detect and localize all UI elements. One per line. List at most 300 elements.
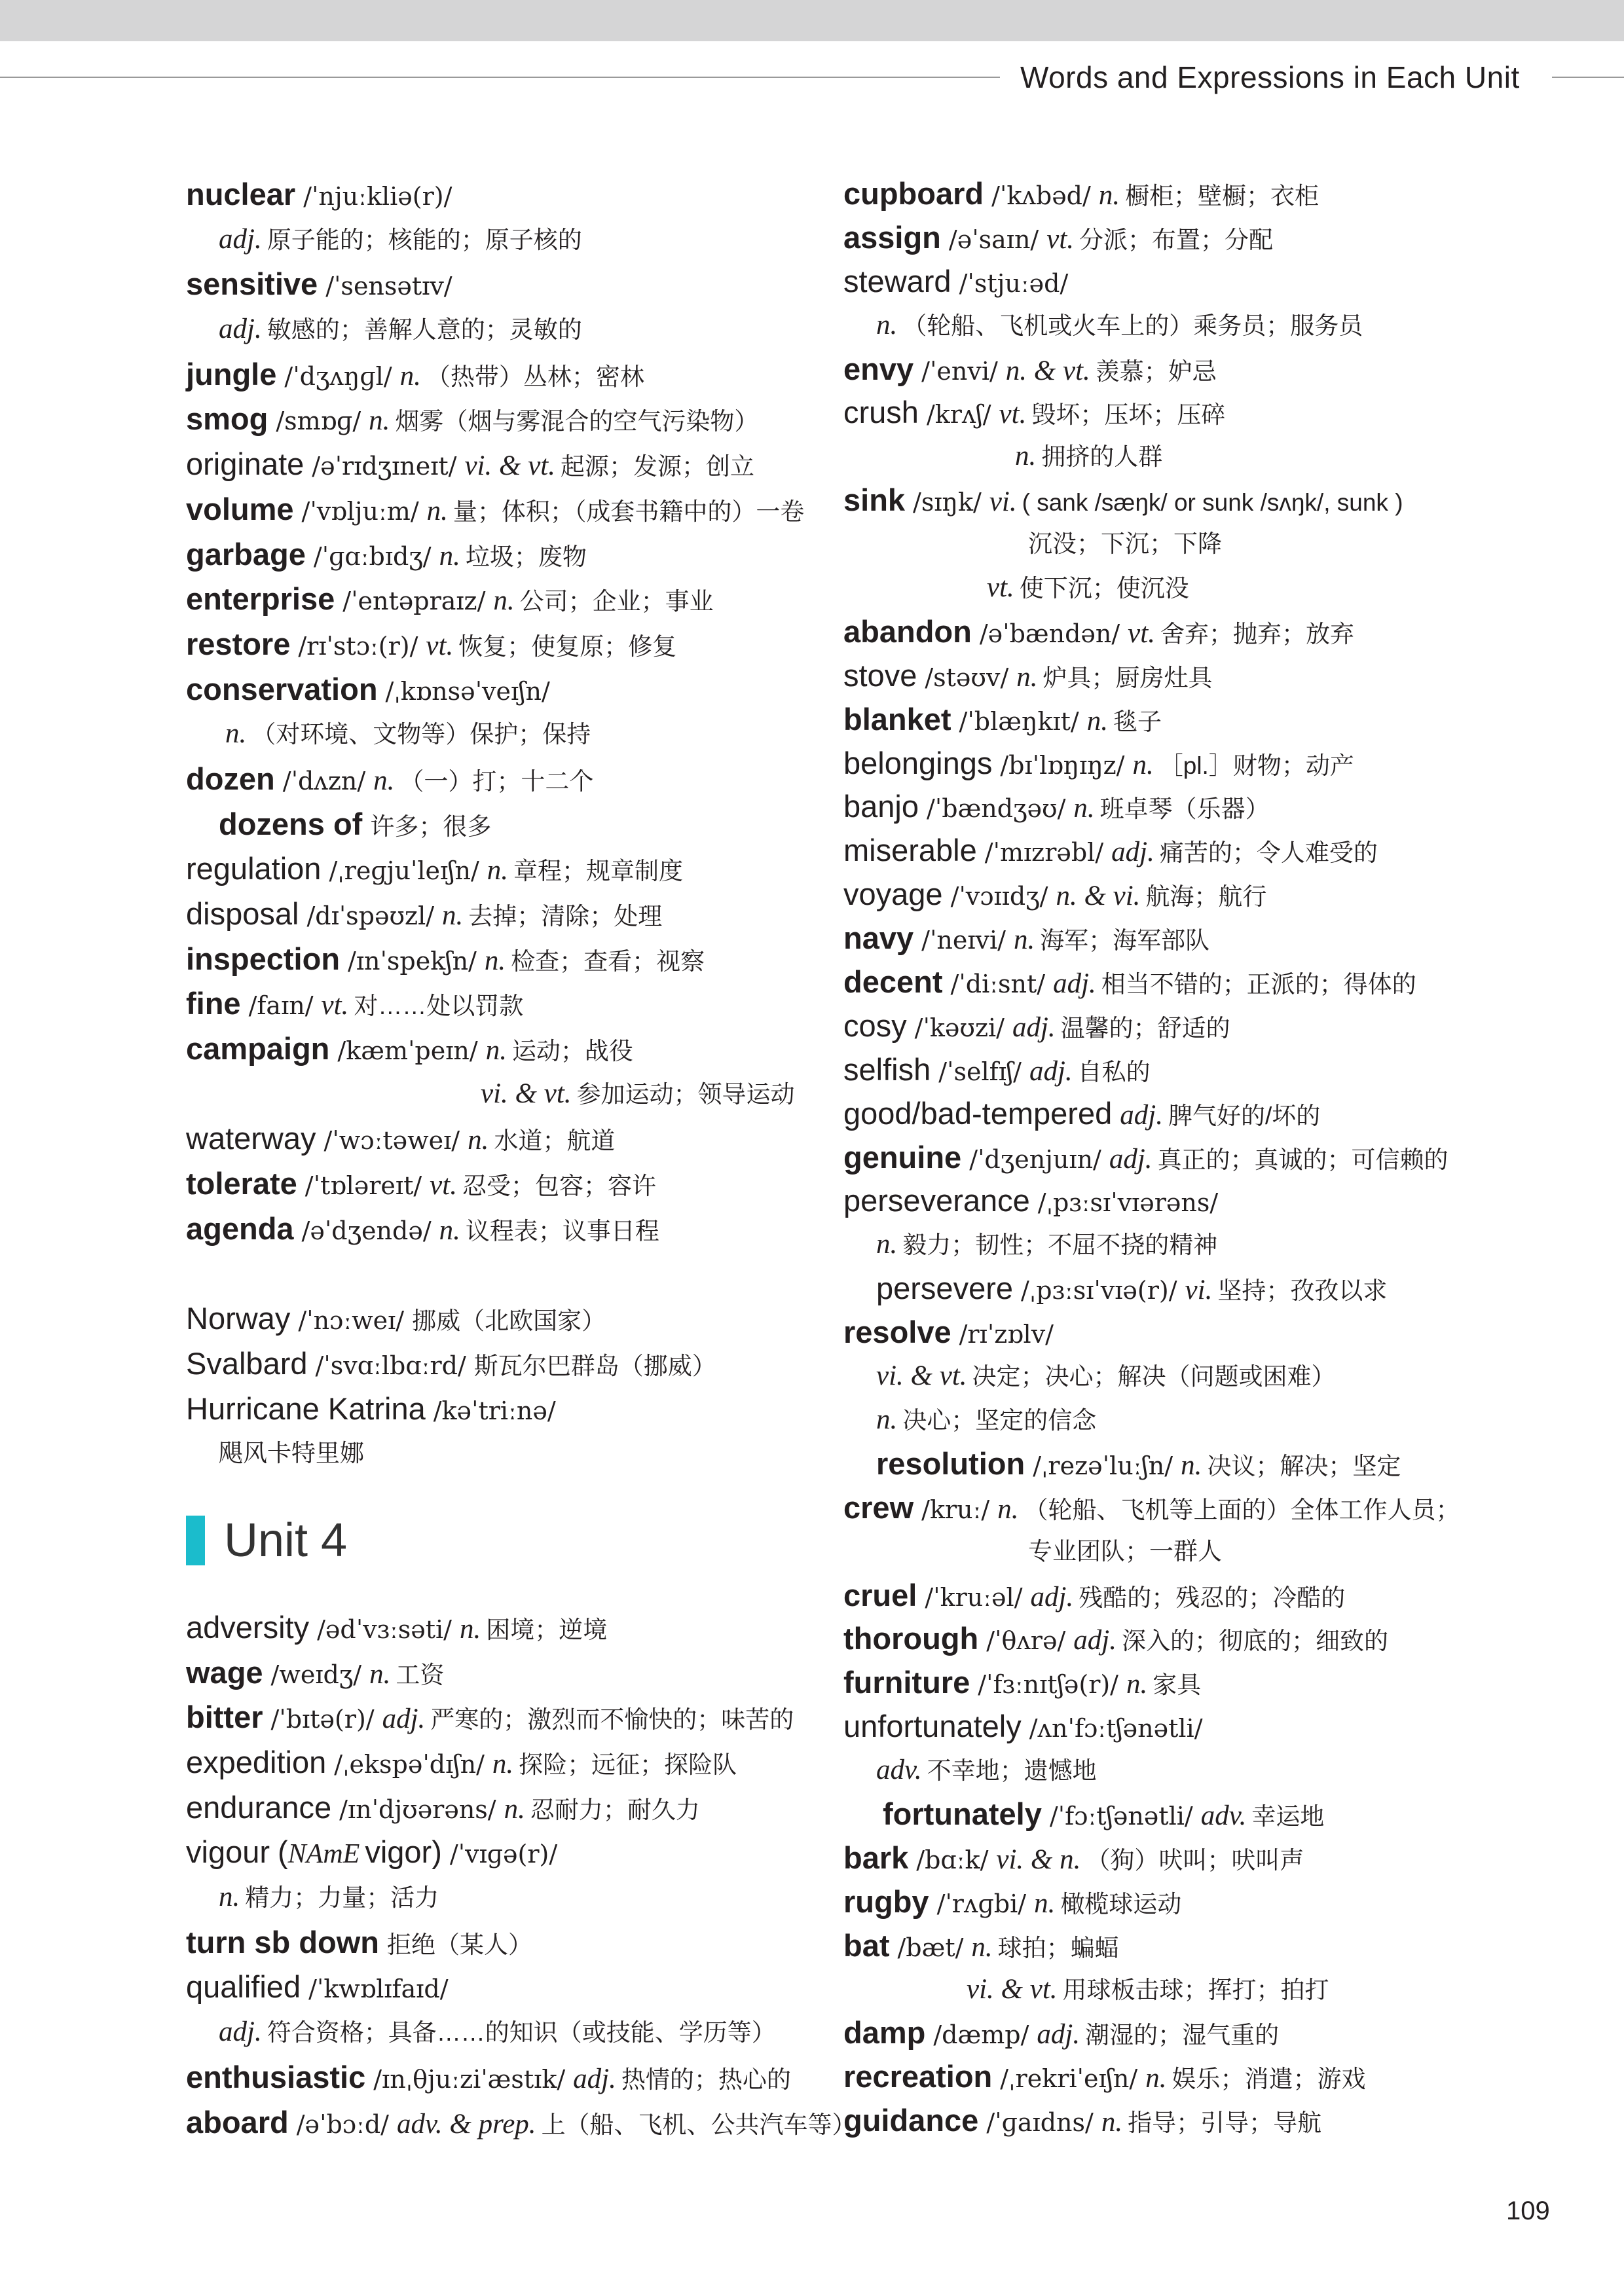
definition: 飓风卡特里娜 bbox=[219, 1440, 364, 1467]
variant-word: vigor) bbox=[365, 1834, 442, 1870]
headword: steward bbox=[843, 263, 951, 299]
headword: stove bbox=[843, 657, 917, 693]
vocab-entry bbox=[186, 1207, 841, 1252]
definition: （轮船、飞机等上面的）全体工作人员； bbox=[1024, 1496, 1460, 1523]
headword: Svalbard bbox=[186, 1345, 308, 1381]
vocab-sense-line bbox=[843, 1530, 1498, 1574]
vocab-entry bbox=[843, 1267, 1498, 1311]
phonetic: /ˌpɜːsɪˈvɪə(r)/ bbox=[1021, 1276, 1177, 1305]
vocab-entry bbox=[186, 1605, 841, 1650]
headword: furniture bbox=[843, 1665, 970, 1700]
vocab-entry bbox=[186, 1830, 841, 1875]
phonetic: /weɪdʒ/ bbox=[270, 1660, 362, 1689]
headword: conservation bbox=[186, 671, 378, 706]
part-of-speech: n. & vi. bbox=[1056, 881, 1141, 912]
headword: regulation bbox=[186, 851, 322, 886]
part-of-speech: adj. bbox=[219, 314, 262, 345]
definition: 许多；很多 bbox=[370, 812, 492, 840]
vocab-entry bbox=[843, 829, 1498, 873]
part-of-speech: adj. bbox=[1120, 1099, 1163, 1131]
vocab-sense-line bbox=[843, 1223, 1498, 1267]
part-of-speech: n. bbox=[1073, 793, 1095, 824]
vocab-sense-line bbox=[843, 1968, 1498, 2012]
phonetic: /ˈdʒʌŋɡl/ bbox=[284, 361, 392, 391]
phonetic: /ʌnˈfɔːtʃənətli/ bbox=[1029, 1714, 1203, 1743]
vocab-entry bbox=[843, 1617, 1498, 1661]
vocab-entry bbox=[843, 1661, 1498, 1705]
variant-open: ( bbox=[278, 1834, 288, 1870]
headword: perseverance bbox=[843, 1183, 1030, 1218]
phonetic: /ˈblæŋkɪt/ bbox=[959, 706, 1079, 736]
vocab-entry bbox=[186, 1116, 841, 1161]
vocab-entry bbox=[843, 1179, 1498, 1223]
vocab-entry bbox=[843, 479, 1498, 522]
definition: 热情的；热心的 bbox=[621, 2066, 791, 2093]
part-of-speech: adj. bbox=[573, 2063, 616, 2094]
vocab-entry bbox=[843, 1004, 1498, 1048]
phonetic: /əˈbɔːd/ bbox=[296, 2109, 389, 2139]
phonetic: /ˌrezəˈluːʃn/ bbox=[1033, 1451, 1173, 1480]
phonetic: /ˈsvɑːlbɑːrd/ bbox=[315, 1351, 466, 1380]
definition: （一）打；十二个 bbox=[399, 767, 594, 795]
headword: garbage bbox=[186, 536, 306, 572]
definition: 议程表；议事日程 bbox=[465, 1217, 659, 1245]
definition: 恢复；使复原；修复 bbox=[458, 632, 677, 660]
part-of-speech: n. bbox=[1034, 1887, 1056, 1919]
part-of-speech: n. bbox=[1086, 705, 1108, 737]
vocab-sense-line bbox=[843, 1749, 1498, 1793]
headword: damp bbox=[843, 2015, 926, 2050]
phonetic: /ˈbɪtə(r)/ bbox=[270, 1705, 375, 1734]
left-column bbox=[186, 172, 857, 2145]
definition: 拥挤的人群 bbox=[1041, 443, 1163, 471]
phonetic: /kæmˈpeɪn/ bbox=[337, 1036, 478, 1066]
vocab-entry bbox=[186, 892, 841, 937]
definition: 家具 bbox=[1153, 1671, 1202, 1699]
headword: disposal bbox=[186, 896, 299, 931]
vocab-list-right bbox=[843, 172, 1498, 2143]
phonetic: /ˈvɪɡə(r)/ bbox=[449, 1840, 558, 1869]
vocab-entry bbox=[843, 2055, 1498, 2099]
vocab-entry bbox=[843, 917, 1498, 960]
definition: 原子能的；核能的；原子核的 bbox=[267, 226, 582, 253]
definition: 脾气好的/坏的 bbox=[1168, 1102, 1321, 1129]
vocab-entry bbox=[843, 1048, 1498, 1092]
part-of-speech: adj. bbox=[219, 2016, 262, 2048]
headword: Norway bbox=[186, 1301, 291, 1336]
headword: waterway bbox=[186, 1121, 316, 1156]
definition: 烟雾（烟与雾混合的空气污染物） bbox=[395, 408, 759, 435]
definition: 符合资格；具备……的知识（或技能、学历等） bbox=[267, 2019, 776, 2047]
vocab-entry bbox=[186, 1341, 841, 1387]
vocab-entry bbox=[843, 1486, 1498, 1530]
headword: resolution bbox=[876, 1446, 1025, 1481]
phonetic: /ˈfɜːnɪtʃə(r)/ bbox=[978, 1670, 1118, 1700]
part-of-speech: vt. bbox=[426, 630, 454, 661]
vocab-entry bbox=[186, 172, 841, 217]
phonetic: /smɒɡ/ bbox=[276, 407, 361, 436]
part-of-speech: n. bbox=[468, 1125, 489, 1156]
part-of-speech: adj. bbox=[1073, 1625, 1116, 1656]
phonetic: /ˈrʌɡbi/ bbox=[936, 1889, 1027, 1918]
headword: enthusiastic bbox=[186, 2059, 366, 2094]
headword: endurance bbox=[186, 1789, 332, 1825]
part-of-speech: adj. bbox=[1109, 1143, 1153, 1175]
definition: ( sank /sæŋk/ or sunk /sʌŋk/, sunk ) bbox=[1022, 489, 1403, 517]
part-of-speech: n. & vt. bbox=[1005, 355, 1090, 386]
phonetic: /ɪnˈspekʃn/ bbox=[348, 946, 477, 975]
definition: 运动；战役 bbox=[511, 1038, 633, 1065]
headword: blanket bbox=[843, 701, 951, 737]
definition: 章程；规章制度 bbox=[513, 858, 684, 885]
definition: 橄榄球运动 bbox=[1060, 1890, 1182, 1918]
headword: campaign bbox=[186, 1031, 330, 1066]
headword: aboard bbox=[186, 2104, 289, 2140]
definition: 温馨的；舒适的 bbox=[1060, 1014, 1230, 1042]
part-of-speech: n. bbox=[399, 360, 421, 392]
definition: 上（船、飞机、公共汽车等） bbox=[541, 2111, 857, 2138]
part-of-speech: n. bbox=[369, 405, 390, 437]
vocab-entry bbox=[186, 442, 841, 487]
definition: 痛苦的；令人难受的 bbox=[1159, 839, 1378, 867]
vocab-entry bbox=[843, 2011, 1498, 2055]
phonetic: /ˈkruːəl/ bbox=[925, 1582, 1023, 1612]
definition: （热带）丛林；密林 bbox=[426, 363, 644, 390]
phonetic: /ˈɡaɪdns/ bbox=[986, 2108, 1094, 2138]
headword: restore bbox=[186, 626, 291, 661]
headword: guidance bbox=[843, 2103, 979, 2138]
part-of-speech: adj. bbox=[382, 1704, 426, 1735]
part-of-speech: vi. & vt. bbox=[481, 1078, 572, 1109]
top-gray-band bbox=[0, 0, 1624, 41]
part-of-speech: adv. bbox=[876, 1755, 922, 1786]
vocab-entry bbox=[843, 873, 1498, 917]
definition: 水道；航道 bbox=[494, 1127, 616, 1155]
definition: 严寒的；激烈而不愉快的；味苦的 bbox=[430, 1706, 794, 1734]
vocab-entry bbox=[186, 2100, 857, 2145]
headword: decent bbox=[843, 964, 943, 1000]
definition: 挪威（北欧国家） bbox=[412, 1307, 606, 1335]
part-of-speech: n. bbox=[459, 1613, 481, 1645]
phonetic: /ˌkɒnsəˈveɪʃn/ bbox=[385, 676, 550, 706]
phonetic: /rɪˈzɒlv/ bbox=[959, 1320, 1054, 1349]
definition: 困境；逆境 bbox=[486, 1616, 608, 1643]
vocab-entry bbox=[843, 742, 1498, 786]
definition: 毅力；韧性；不屈不挠的精神 bbox=[902, 1231, 1218, 1259]
definition: 忍耐力；耐久力 bbox=[530, 1796, 700, 1823]
part-of-speech: n. bbox=[369, 1658, 391, 1690]
right-column bbox=[843, 172, 1498, 2143]
definition: 不幸地；遗憾地 bbox=[927, 1757, 1097, 1785]
part-of-speech: n. bbox=[484, 945, 506, 976]
vocab-entry bbox=[186, 1027, 841, 1072]
phonetic: /ˈsensətɪv/ bbox=[325, 272, 452, 301]
headword: banjo bbox=[843, 789, 919, 824]
phonetic: /ˈdʒenjuɪn/ bbox=[969, 1144, 1101, 1174]
headword: vigour bbox=[186, 1834, 270, 1870]
part-of-speech: vt. bbox=[1046, 223, 1075, 255]
headword: resolve bbox=[843, 1315, 951, 1350]
header-rule-left bbox=[0, 77, 1000, 78]
headword: dozens of bbox=[219, 806, 363, 841]
phonetic: /ˈbændʒəʊ/ bbox=[927, 794, 1066, 824]
phonetic: /əˈsaɪn/ bbox=[948, 225, 1039, 254]
headword: persevere bbox=[876, 1271, 1013, 1306]
part-of-speech: n. bbox=[439, 1214, 460, 1246]
vocab-entry bbox=[186, 1161, 841, 1207]
vocab-entry bbox=[843, 654, 1498, 698]
phonetic: /ˈnɔːweɪ/ bbox=[298, 1306, 405, 1336]
vocab-entry bbox=[186, 1740, 841, 1785]
vocab-entry bbox=[186, 532, 841, 577]
definition: 舍弃；抛弃；放弃 bbox=[1160, 620, 1354, 647]
vocab-entry bbox=[843, 960, 1498, 1004]
headword: selfish bbox=[843, 1051, 931, 1087]
part-of-speech: n. bbox=[439, 540, 460, 572]
definition: 娱乐；消遣；游戏 bbox=[1172, 2066, 1366, 2093]
phonetic: /ˌekspəˈdɪʃn/ bbox=[334, 1750, 485, 1779]
definition: 去掉；清除；处理 bbox=[468, 903, 663, 930]
definition: 决议；解决；坚定 bbox=[1207, 1452, 1401, 1480]
headword: inspection bbox=[186, 941, 341, 976]
part-of-speech: n. bbox=[1098, 180, 1120, 211]
headword: crew bbox=[843, 1489, 914, 1525]
part-of-speech: adj. bbox=[1012, 1011, 1056, 1043]
definition: 对……处以罚款 bbox=[354, 993, 524, 1020]
vocab-list-unit-4 bbox=[186, 1605, 857, 2145]
vocab-sense-line bbox=[843, 566, 1498, 610]
unit-title: Unit 4 bbox=[224, 1514, 348, 1567]
part-of-speech: n. bbox=[219, 1882, 240, 1913]
part-of-speech: adj. bbox=[1053, 968, 1096, 1000]
definition: 潮湿的；湿气重的 bbox=[1085, 2022, 1280, 2049]
headword: cruel bbox=[843, 1577, 917, 1613]
definition: 探险；远征；探险队 bbox=[519, 1751, 737, 1778]
phonetic: /ˈdʌzn/ bbox=[282, 766, 366, 795]
part-of-speech: n. bbox=[487, 855, 509, 886]
vocab-entry bbox=[186, 937, 841, 982]
part-of-speech: n. bbox=[1145, 2063, 1167, 2094]
phonetic: /ˈkəʊzi/ bbox=[914, 1013, 1005, 1042]
phonetic: /sɪŋk/ bbox=[913, 488, 982, 517]
vocab-sense-line bbox=[843, 304, 1498, 348]
definition: 分派；布置；分配 bbox=[1079, 226, 1274, 253]
part-of-speech: adv. bbox=[1200, 1800, 1247, 1831]
headword: agenda bbox=[186, 1211, 294, 1246]
phonetic: /ˈvɔɪɪdʒ/ bbox=[950, 882, 1048, 911]
definition: 公司；企业；事业 bbox=[519, 588, 714, 615]
definition: 橱柜；壁橱；衣柜 bbox=[1125, 183, 1320, 210]
definition: 量；体积；（成套书籍中的）一卷 bbox=[452, 498, 805, 525]
phonetic: /ˈstjuːəd/ bbox=[959, 268, 1069, 298]
headword: crush bbox=[843, 395, 919, 430]
definition: 残酷的；残忍的；冷酷的 bbox=[1079, 1584, 1346, 1611]
part-of-speech: n. bbox=[876, 1229, 898, 1260]
part-of-speech: vi. bbox=[1185, 1275, 1213, 1306]
part-of-speech: vi. bbox=[989, 486, 1017, 518]
part-of-speech: n. bbox=[1181, 1449, 1202, 1481]
part-of-speech: vt. bbox=[1128, 617, 1155, 649]
phonetic: /ˈɡɑːbɪdʒ/ bbox=[313, 541, 432, 571]
phonetic: /ədˈvɜːsəti/ bbox=[317, 1614, 452, 1644]
definition: 专业团队；一群人 bbox=[1028, 1537, 1222, 1565]
phonetic: /ˈdiːsnt/ bbox=[950, 970, 1046, 999]
part-of-speech: vi. & n. bbox=[996, 1844, 1081, 1875]
headword: originate bbox=[186, 446, 304, 482]
phonetic: /bæt/ bbox=[897, 1933, 964, 1962]
phonetic: /ˌreɡjuˈleɪʃn/ bbox=[329, 856, 479, 886]
part-of-speech: n. bbox=[1013, 924, 1035, 956]
vocab-entry bbox=[186, 667, 841, 712]
part-of-speech: n. bbox=[485, 1035, 507, 1066]
vocab-entry bbox=[186, 2055, 841, 2100]
phonetic: /stəʊv/ bbox=[925, 663, 1009, 692]
vocab-entry bbox=[186, 981, 841, 1027]
definition: 垃圾；废物 bbox=[465, 543, 587, 570]
vocab-entry bbox=[843, 1092, 1498, 1136]
vocab-entry bbox=[186, 262, 841, 307]
headword: adversity bbox=[186, 1609, 310, 1645]
headword: nuclear bbox=[186, 177, 296, 211]
spelling-variant bbox=[278, 1830, 442, 1877]
vocab-entry bbox=[843, 391, 1498, 435]
definition: 决定；决心；解决（问题或困难） bbox=[972, 1363, 1336, 1391]
vocab-entry bbox=[843, 2099, 1498, 2143]
headword: sensitive bbox=[186, 266, 318, 302]
definition: 敏感的；善解人意的；灵敏的 bbox=[267, 316, 582, 344]
vocab-entry bbox=[186, 1965, 841, 2010]
headword: turn sb down bbox=[186, 1924, 380, 1959]
definition: 深入的；彻底的；细致的 bbox=[1121, 1628, 1388, 1655]
part-of-speech: n. bbox=[225, 718, 247, 750]
headword: assign bbox=[843, 219, 941, 255]
part-of-speech: n. bbox=[442, 900, 464, 931]
vocab-sense-line bbox=[843, 522, 1498, 566]
headword: thorough bbox=[843, 1621, 979, 1656]
headword: abandon bbox=[843, 613, 972, 649]
vocab-entry bbox=[843, 698, 1498, 742]
headword: enterprise bbox=[186, 581, 335, 617]
headword: voyage bbox=[843, 877, 943, 912]
headword: wage bbox=[186, 1654, 263, 1690]
phonetic: /dɪˈspəʊzl/ bbox=[306, 902, 435, 930]
vocab-entry bbox=[186, 577, 841, 622]
part-of-speech: vt. bbox=[987, 572, 1014, 604]
headword: sink bbox=[843, 483, 906, 518]
part-of-speech: vt. bbox=[321, 990, 349, 1021]
part-of-speech: n. bbox=[1132, 749, 1154, 780]
vocab-entry bbox=[843, 1793, 1498, 1836]
phonetic: /dæmp/ bbox=[933, 2020, 1029, 2050]
part-of-speech: vi. & vt. bbox=[967, 1973, 1058, 2005]
part-of-speech: n. bbox=[493, 585, 515, 617]
vocab-entry bbox=[843, 1311, 1498, 1355]
definition: 真正的；真诚的；可信赖的 bbox=[1157, 1146, 1449, 1173]
definition: （轮船、飞机或火车上的）乘务员；服务员 bbox=[902, 312, 1363, 339]
definition: 航海；航行 bbox=[1145, 883, 1267, 911]
definition: 自私的 bbox=[1077, 1058, 1151, 1085]
phonetic: /ɪnˌθjuːziˈæstɪk/ bbox=[373, 2064, 566, 2094]
definition: 毯子 bbox=[1113, 708, 1162, 735]
definition: 沉没；下沉；下降 bbox=[1028, 530, 1222, 558]
headword: unfortunately bbox=[843, 1709, 1022, 1744]
part-of-speech: adj. bbox=[1030, 1581, 1074, 1613]
vocab-sense-line bbox=[186, 217, 841, 263]
definition: （对环境、文物等）保护；保持 bbox=[251, 721, 591, 748]
page-number: 109 bbox=[1506, 2196, 1550, 2225]
part-of-speech: n. bbox=[426, 495, 448, 526]
definition: ［pl.］财物；动产 bbox=[1158, 752, 1354, 779]
vocab-sense-line bbox=[843, 1355, 1498, 1398]
vocab-sense-line bbox=[843, 435, 1498, 479]
phonetic: /ˌrekriˈeɪʃn/ bbox=[1000, 2064, 1138, 2094]
vocab-entry bbox=[843, 1836, 1498, 1880]
vocab-entry bbox=[186, 397, 841, 442]
headword: expedition bbox=[186, 1745, 327, 1779]
definition: 忍受；包容；容许 bbox=[462, 1173, 656, 1200]
vocab-entry bbox=[843, 1442, 1498, 1486]
unit-accent-bar bbox=[186, 1516, 205, 1565]
phonetic: /ˈkʌbəd/ bbox=[991, 181, 1091, 210]
phonetic: /ˌpɜːsɪˈvɪərəns/ bbox=[1037, 1188, 1219, 1218]
part-of-speech: n. bbox=[1126, 1669, 1148, 1700]
phonetic: /ˈnjuːkliə(r)/ bbox=[303, 182, 452, 211]
vocab-sense-line bbox=[186, 712, 841, 757]
phonetic: /ˈenvi/ bbox=[921, 356, 998, 386]
vocab-entry bbox=[843, 1924, 1498, 1968]
headword: volume bbox=[186, 491, 294, 526]
part-of-speech: n. bbox=[1101, 2107, 1123, 2138]
phonetic: /ˈneɪvi/ bbox=[921, 926, 1006, 955]
definition: 球拍；蝙蝠 bbox=[997, 1934, 1119, 1961]
definition: 毁坏；压坏；压碎 bbox=[1031, 401, 1226, 429]
phonetic: /ˈfɔːtʃənətli/ bbox=[1049, 1801, 1193, 1831]
headword: tolerate bbox=[186, 1166, 297, 1201]
vocab-entry bbox=[186, 1920, 841, 1965]
vocab-entry bbox=[186, 847, 841, 892]
headword: genuine bbox=[843, 1139, 962, 1175]
headword: bark bbox=[843, 1840, 909, 1875]
headword: bitter bbox=[186, 1700, 263, 1735]
headword: rugby bbox=[843, 1884, 929, 1919]
definition: 班卓琴（乐器） bbox=[1099, 795, 1270, 823]
phonetic: /ˈwɔːtəweɪ/ bbox=[323, 1126, 460, 1156]
vocab-entry bbox=[186, 1785, 841, 1831]
definition: 羡慕；妒忌 bbox=[1095, 357, 1217, 385]
definition: 用球板击球；挥打；拍打 bbox=[1062, 1976, 1329, 2003]
vocab-entry bbox=[186, 352, 841, 397]
definition: 参加运动；领导运动 bbox=[576, 1080, 795, 1108]
part-of-speech: adv. & prep. bbox=[396, 2108, 536, 2140]
vocab-entry bbox=[843, 610, 1498, 654]
vocab-entry bbox=[186, 1695, 841, 1740]
phonetic: /ˈselfɪʃ/ bbox=[938, 1057, 1022, 1086]
headword: qualified bbox=[186, 1969, 301, 2005]
unit-heading bbox=[186, 1476, 841, 1605]
phonetic: /bɑːk/ bbox=[916, 1845, 989, 1874]
definition: 工资 bbox=[396, 1661, 445, 1688]
definition: 起源；发源；创立 bbox=[560, 453, 754, 481]
headword: cosy bbox=[843, 1008, 907, 1043]
headword: good/bad-tempered bbox=[843, 1095, 1113, 1131]
part-of-speech: adj. bbox=[219, 223, 262, 255]
part-of-speech: n. bbox=[1015, 441, 1037, 472]
vocab-entry bbox=[186, 487, 841, 532]
definition: 相当不错的；正派的；得体的 bbox=[1101, 971, 1416, 998]
headword: fortunately bbox=[883, 1796, 1042, 1831]
running-head-title: Words and Expressions in Each Unit bbox=[1020, 60, 1520, 94]
vocab-list-previous-unit bbox=[186, 172, 841, 1476]
